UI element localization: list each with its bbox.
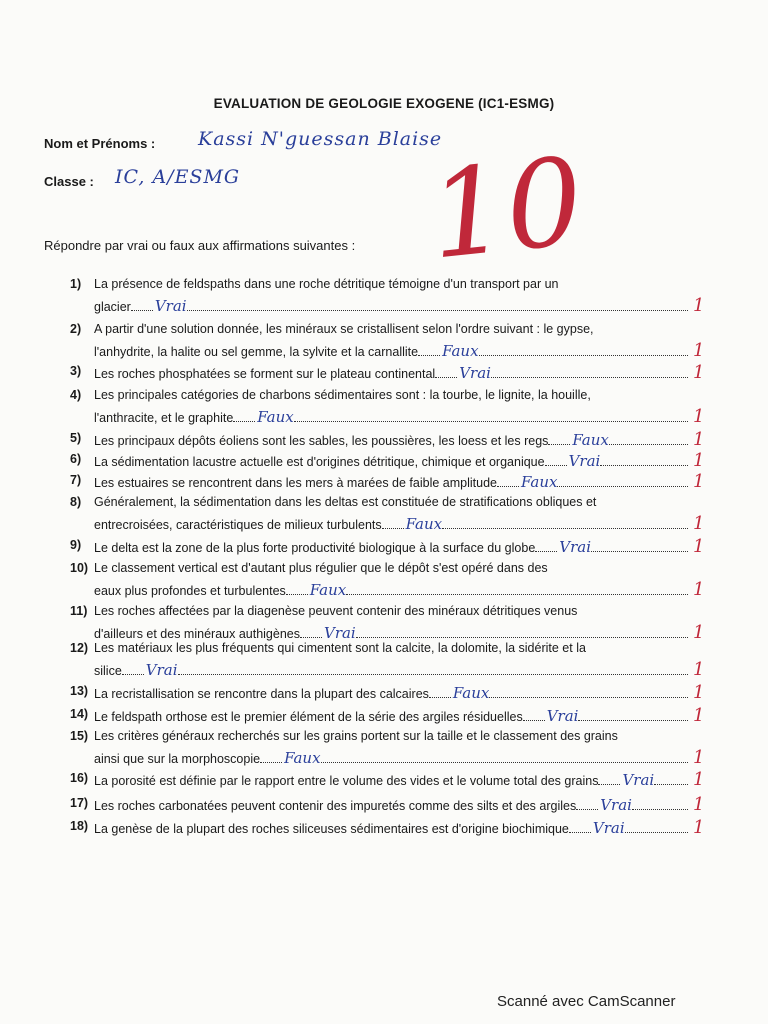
grader-check-mark: 1 <box>693 659 705 680</box>
question-number: 12) <box>70 641 89 655</box>
question-text: Les roches carbonatées peuvent contenir des impuretés comme des silts et des argiles Vrai <box>94 796 688 814</box>
grader-check-mark: 1 <box>693 362 705 383</box>
question-number: 18) <box>70 819 89 833</box>
grader-check-mark: 1 <box>693 579 705 600</box>
question-text: Les roches affectées par la diagenèse peuvent contenir des minéraux détritiques venus <box>94 604 578 618</box>
answer-handwritten: Faux <box>442 342 479 360</box>
answer-handwritten: Faux <box>309 581 347 599</box>
instructions: Répondre par vrai ou faux aux affirmations suivantes : <box>44 238 356 253</box>
question-text: Généralement, la sédimentation dans les deltas est constituée de stratifications obliques et <box>94 495 597 509</box>
question-text: Le delta est la zone de la plus forte productivité biologique à la surface du globe Vrai <box>94 538 688 556</box>
grader-check-mark: 1 <box>693 705 705 726</box>
answer-handwritten: Faux <box>572 431 609 449</box>
question-text: Le classement vertical est d'autant plus régulier que le dépôt s'est opéré dans des <box>94 561 548 575</box>
grade-mark: 10 <box>423 132 590 287</box>
question-number: 8) <box>70 495 82 509</box>
question-number: 15) <box>70 729 89 743</box>
class-label: Classe : <box>44 174 94 189</box>
question-text: Les principaux dépôts éoliens sont les sables, les poussières, les loess et les regs Faux <box>94 431 688 449</box>
question-number: 14) <box>70 707 89 721</box>
question-text: Les matériaux les plus fréquents qui cimentent sont la calcite, la dolomite, la sidérite et la <box>94 641 586 655</box>
question-text: Les principales catégories de charbons sédimentaires sont : la tourbe, le lignite, la houille, <box>94 388 591 402</box>
answer-handwritten: Vrai <box>592 819 625 837</box>
question-text: Le feldspath orthose est le premier élément de la série des argiles résiduelles Vrai <box>94 707 688 725</box>
answer-handwritten: Faux <box>452 684 490 702</box>
answer-handwritten: Faux <box>405 515 443 533</box>
grader-check-mark: 1 <box>693 622 705 643</box>
grader-check-mark: 1 <box>693 536 705 557</box>
question-number: 17) <box>70 796 89 810</box>
question-text: l'anthracite, et le graphite Faux <box>94 408 688 426</box>
grader-check-mark: 1 <box>693 450 705 471</box>
question-text: l'anhydrite, la halite ou sel gemme, la sylvite et la carnallite Faux <box>94 342 688 360</box>
grader-check-mark: 1 <box>693 794 705 815</box>
answer-handwritten: Vrai <box>323 624 356 642</box>
grader-check-mark: 1 <box>693 295 705 316</box>
question-number: 6) <box>70 452 82 466</box>
grader-check-mark: 1 <box>693 340 705 361</box>
question-number: 13) <box>70 684 89 698</box>
name-handwritten: Kassi N'guessan Blaise <box>198 128 443 150</box>
question-number: 1) <box>70 277 82 291</box>
question-number: 11) <box>70 604 88 618</box>
question-number: 2) <box>70 322 82 336</box>
question-number: 10) <box>70 561 89 575</box>
answer-handwritten: Vrai <box>145 661 178 679</box>
answer-handwritten: Faux <box>521 473 558 491</box>
scanner-watermark: Scanné avec CamScanner <box>497 993 676 1010</box>
answer-handwritten: Vrai <box>546 707 579 725</box>
question-text: La sédimentation lacustre actuelle est d'origines détritique, chimique et organique Vrai <box>94 452 688 470</box>
question-text: Les roches phosphatées se forment sur le plateau continental Vrai <box>94 364 688 382</box>
question-text: Les critères généraux recherchés sur les grains portent sur la taille et le classement des grains <box>94 729 618 743</box>
question-text: Les estuaires se rencontrent dans les mers à marées de faible amplitude Faux <box>94 473 688 491</box>
answer-handwritten: Faux <box>257 408 294 426</box>
question-number: 16) <box>70 771 89 785</box>
question-text: eaux plus profondes et turbulentes Faux <box>94 581 688 599</box>
class-handwritten: IC, A/ESMG <box>115 166 241 188</box>
grader-check-mark: 1 <box>693 682 705 703</box>
question-text: ainsi que sur la morphoscopie Faux <box>94 749 688 767</box>
grader-check-mark: 1 <box>693 513 705 534</box>
question-text: d'ailleurs et des minéraux authigènes Vrai <box>94 624 688 642</box>
answer-handwritten: Vrai <box>459 364 491 382</box>
question-text: La genèse de la plupart des roches siliceuses sédimentaires est d'origine biochimique Vrai <box>94 819 688 837</box>
answer-handwritten: Vrai <box>622 771 655 789</box>
grader-check-mark: 1 <box>693 406 705 427</box>
question-text: entrecroisées, caractéristiques de milieux turbulents Faux <box>94 515 688 533</box>
grader-check-mark: 1 <box>693 429 705 450</box>
answer-handwritten: Vrai <box>600 796 632 814</box>
question-number: 5) <box>70 431 82 445</box>
page-title: EVALUATION DE GEOLOGIE EXOGENE (IC1-ESMG) <box>213 96 555 111</box>
question-number: 3) <box>70 364 82 378</box>
question-number: 4) <box>70 388 82 402</box>
question-number: 7) <box>70 473 82 487</box>
question-text: A partir d'une solution donnée, les minéraux se cristallisent selon l'ordre suivant : le gypse, <box>94 322 594 336</box>
grader-check-mark: 1 <box>693 747 705 768</box>
answer-handwritten: Vrai <box>154 297 187 315</box>
grader-check-mark: 1 <box>693 471 705 492</box>
question-text: silice Vrai <box>94 661 688 679</box>
answer-handwritten: Faux <box>284 749 321 767</box>
question-text: La porosité est définie par le rapport entre le volume des vides et le volume total des grains Vrai <box>94 771 688 789</box>
grader-check-mark: 1 <box>693 769 705 790</box>
answer-handwritten: Vrai <box>559 538 592 556</box>
question-number: 9) <box>70 538 82 552</box>
question-text: glacier Vrai <box>94 297 688 315</box>
question-text: La présence de feldspaths dans une roche détritique témoigne d'un transport par un <box>94 277 559 291</box>
question-text: La recristallisation se rencontre dans la plupart des calcaires Faux <box>94 684 688 702</box>
name-label: Nom et Prénoms : <box>44 136 156 151</box>
answer-handwritten: Vrai <box>568 452 601 470</box>
grader-check-mark: 1 <box>693 817 705 838</box>
